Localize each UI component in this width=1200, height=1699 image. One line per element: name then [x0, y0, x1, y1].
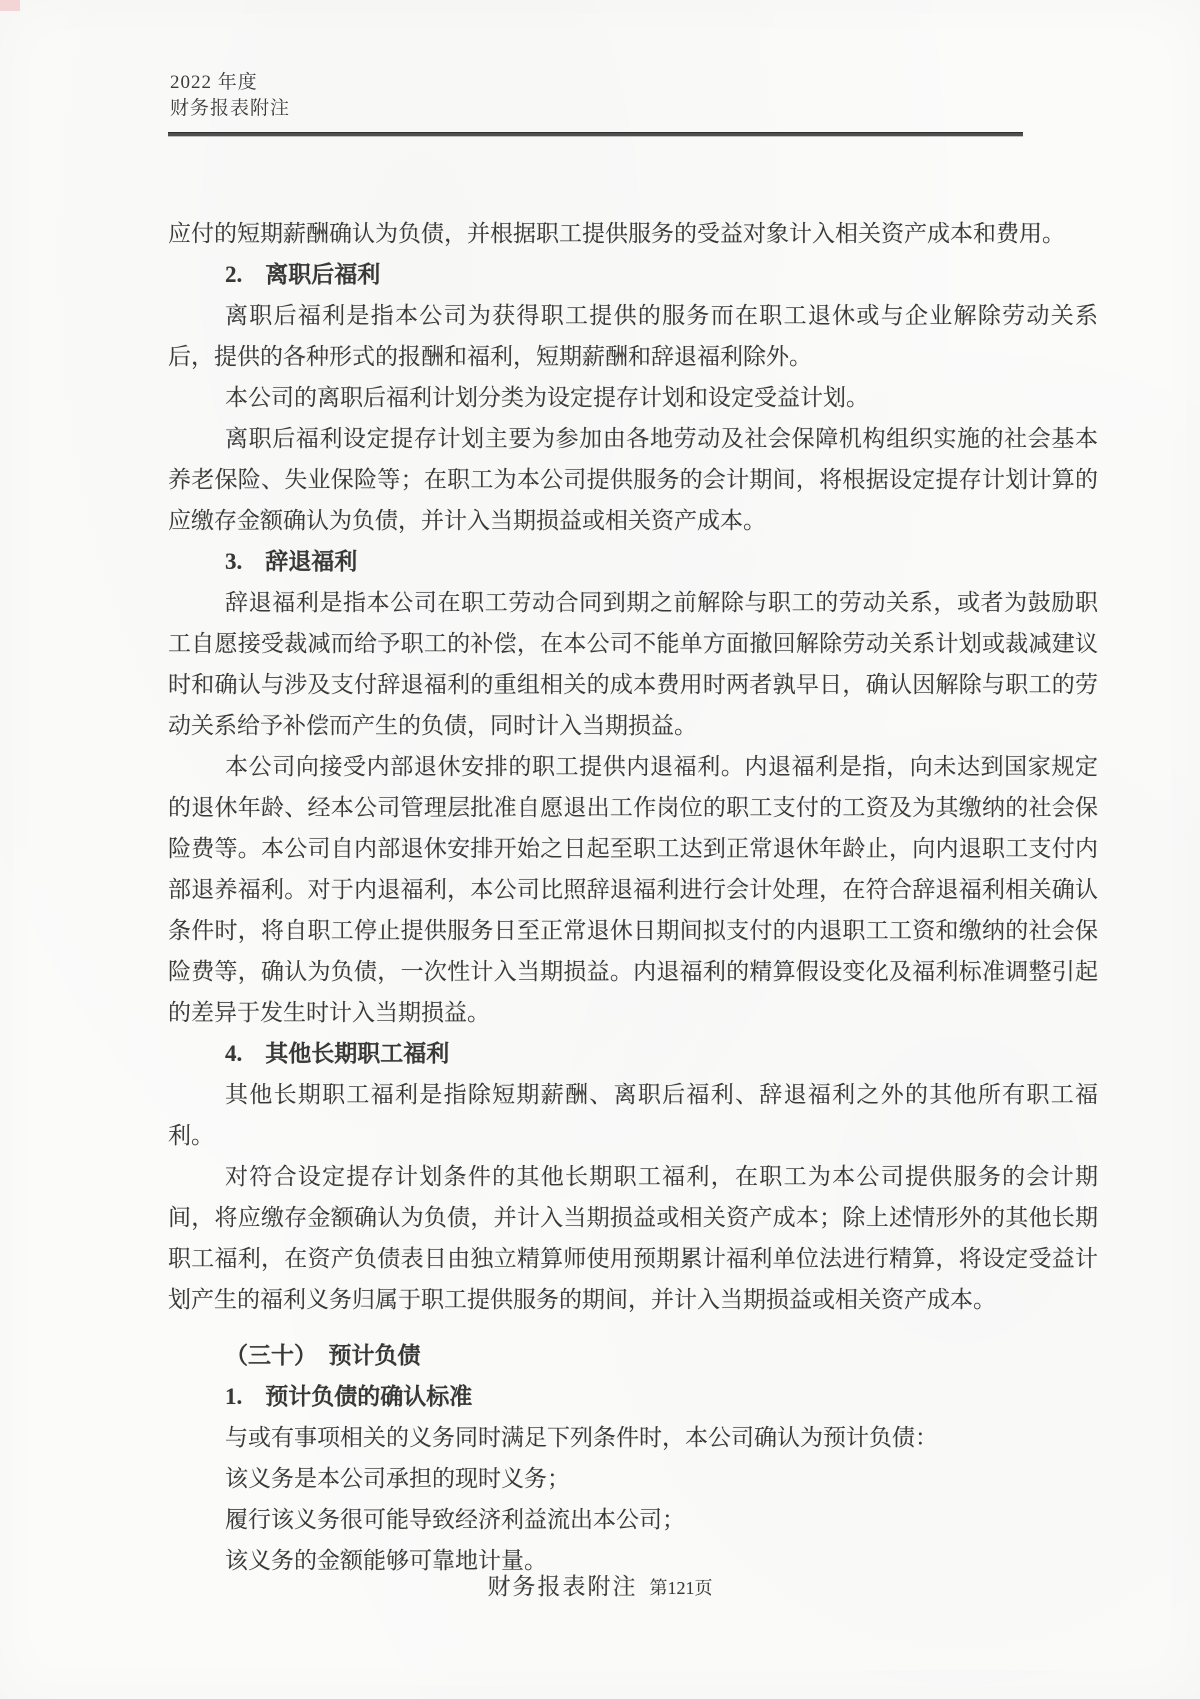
heading: 3. 辞退福利 [225, 549, 358, 574]
heading: 1. 预计负债的确认标准 [225, 1384, 473, 1409]
paragraph: 应付的短期薪酬确认为负债，并根据职工提供服务的受益对象计入相关资产成本和费用。 [168, 221, 1065, 246]
paragraph: 与或有事项相关的义务同时满足下列条件时，本公司确认为预计负债： [225, 1425, 938, 1450]
paragraph: 本公司的离职后福利计划分类为设定提存计划和设定受益计划。 [225, 385, 869, 410]
paragraph: 本公司向接受内部退休安排的职工提供内退福利。内退福利是指，向未达到国家规定的退休年龄、经本公司管理层批准自愿退出工作岗位的职工支付的工资及为其缴纳的社会保险费等。本公司自内部退休安排开始之日起至职工达到正常退休年龄止，向内退职工支付内部退养福利。对于内退福利，本公司比照辞退福利进行会计处理，在符合辞退福利相关确认条件时，将自职工停止提供服务日至正常退休日期间拟支付的内退职工工资和缴纳的社会保险费等，确认为负债，一次性计入当期损益。内退福利的精算假设变化及福利标准调整引起的差异于发生时计入当期损益。 [168, 754, 1098, 1025]
footer-page-number: 第121页 [649, 1578, 713, 1598]
paragraph: 离职后福利是指本公司为获得职工提供的服务而在职工退休或与企业解除劳动关系后，提供的各种形式的报酬和福利，短期薪酬和辞退福利除外。 [168, 303, 1098, 369]
footer-title: 财务报表附注 [487, 1574, 638, 1599]
scan-artifact [0, 0, 20, 11]
paragraph: 其他长期职工福利是指除短期薪酬、离职后福利、辞退福利之外的其他所有职工福利。 [168, 1082, 1098, 1148]
paragraph: 该义务的金额能够可靠地计量。 [225, 1548, 547, 1573]
heading: 2. 离职后福利 [225, 262, 381, 287]
header-divider [168, 132, 1023, 136]
heading: （三十） 预计负债 [225, 1343, 421, 1368]
header-year: 2022 年度 [170, 72, 258, 93]
paragraph: 离职后福利设定提存计划主要为参加由各地劳动及社会保障机构组织实施的社会基本养老保险、失业保险等；在职工为本公司提供服务的会计期间，将根据设定提存计划计算的应缴存金额确认为负债，并计入当期损益或相关资产成本。 [168, 426, 1098, 533]
page-header [170, 70, 290, 122]
paragraph: 辞退福利是指本公司在职工劳动合同到期之前解除与职工的劳动关系，或者为鼓励职工自愿接受裁减而给予职工的补偿，在本公司不能单方面撤回解除劳动关系计划或裁减建议时和确认与涉及支付辞退福利的重组相关的成本费用时两者孰早日，确认因解除与职工的劳动关系给予补偿而产生的负债，同时计入当期损益。 [168, 590, 1098, 738]
heading: 4. 其他长期职工福利 [225, 1041, 450, 1066]
document-body [168, 213, 1098, 1581]
header-title: 财务报表附注 [170, 98, 291, 119]
paragraph: 对符合设定提存计划条件的其他长期职工福利，在职工为本公司提供服务的会计期间，将应缴存金额确认为负债，并计入当期损益或相关资产成本；除上述情形外的其他长期职工福利，在资产负债表日由独立精算师使用预期累计福利单位法进行精算，将设定受益计划产生的福利义务归属于职工提供服务的期间，并计入当期损益或相关资产成本。 [168, 1164, 1098, 1312]
paragraph: 该义务是本公司承担的现时义务； [225, 1466, 570, 1491]
paragraph: 履行该义务很可能导致经济利益流出本公司； [225, 1507, 685, 1532]
page-footer [0, 1568, 1200, 1601]
